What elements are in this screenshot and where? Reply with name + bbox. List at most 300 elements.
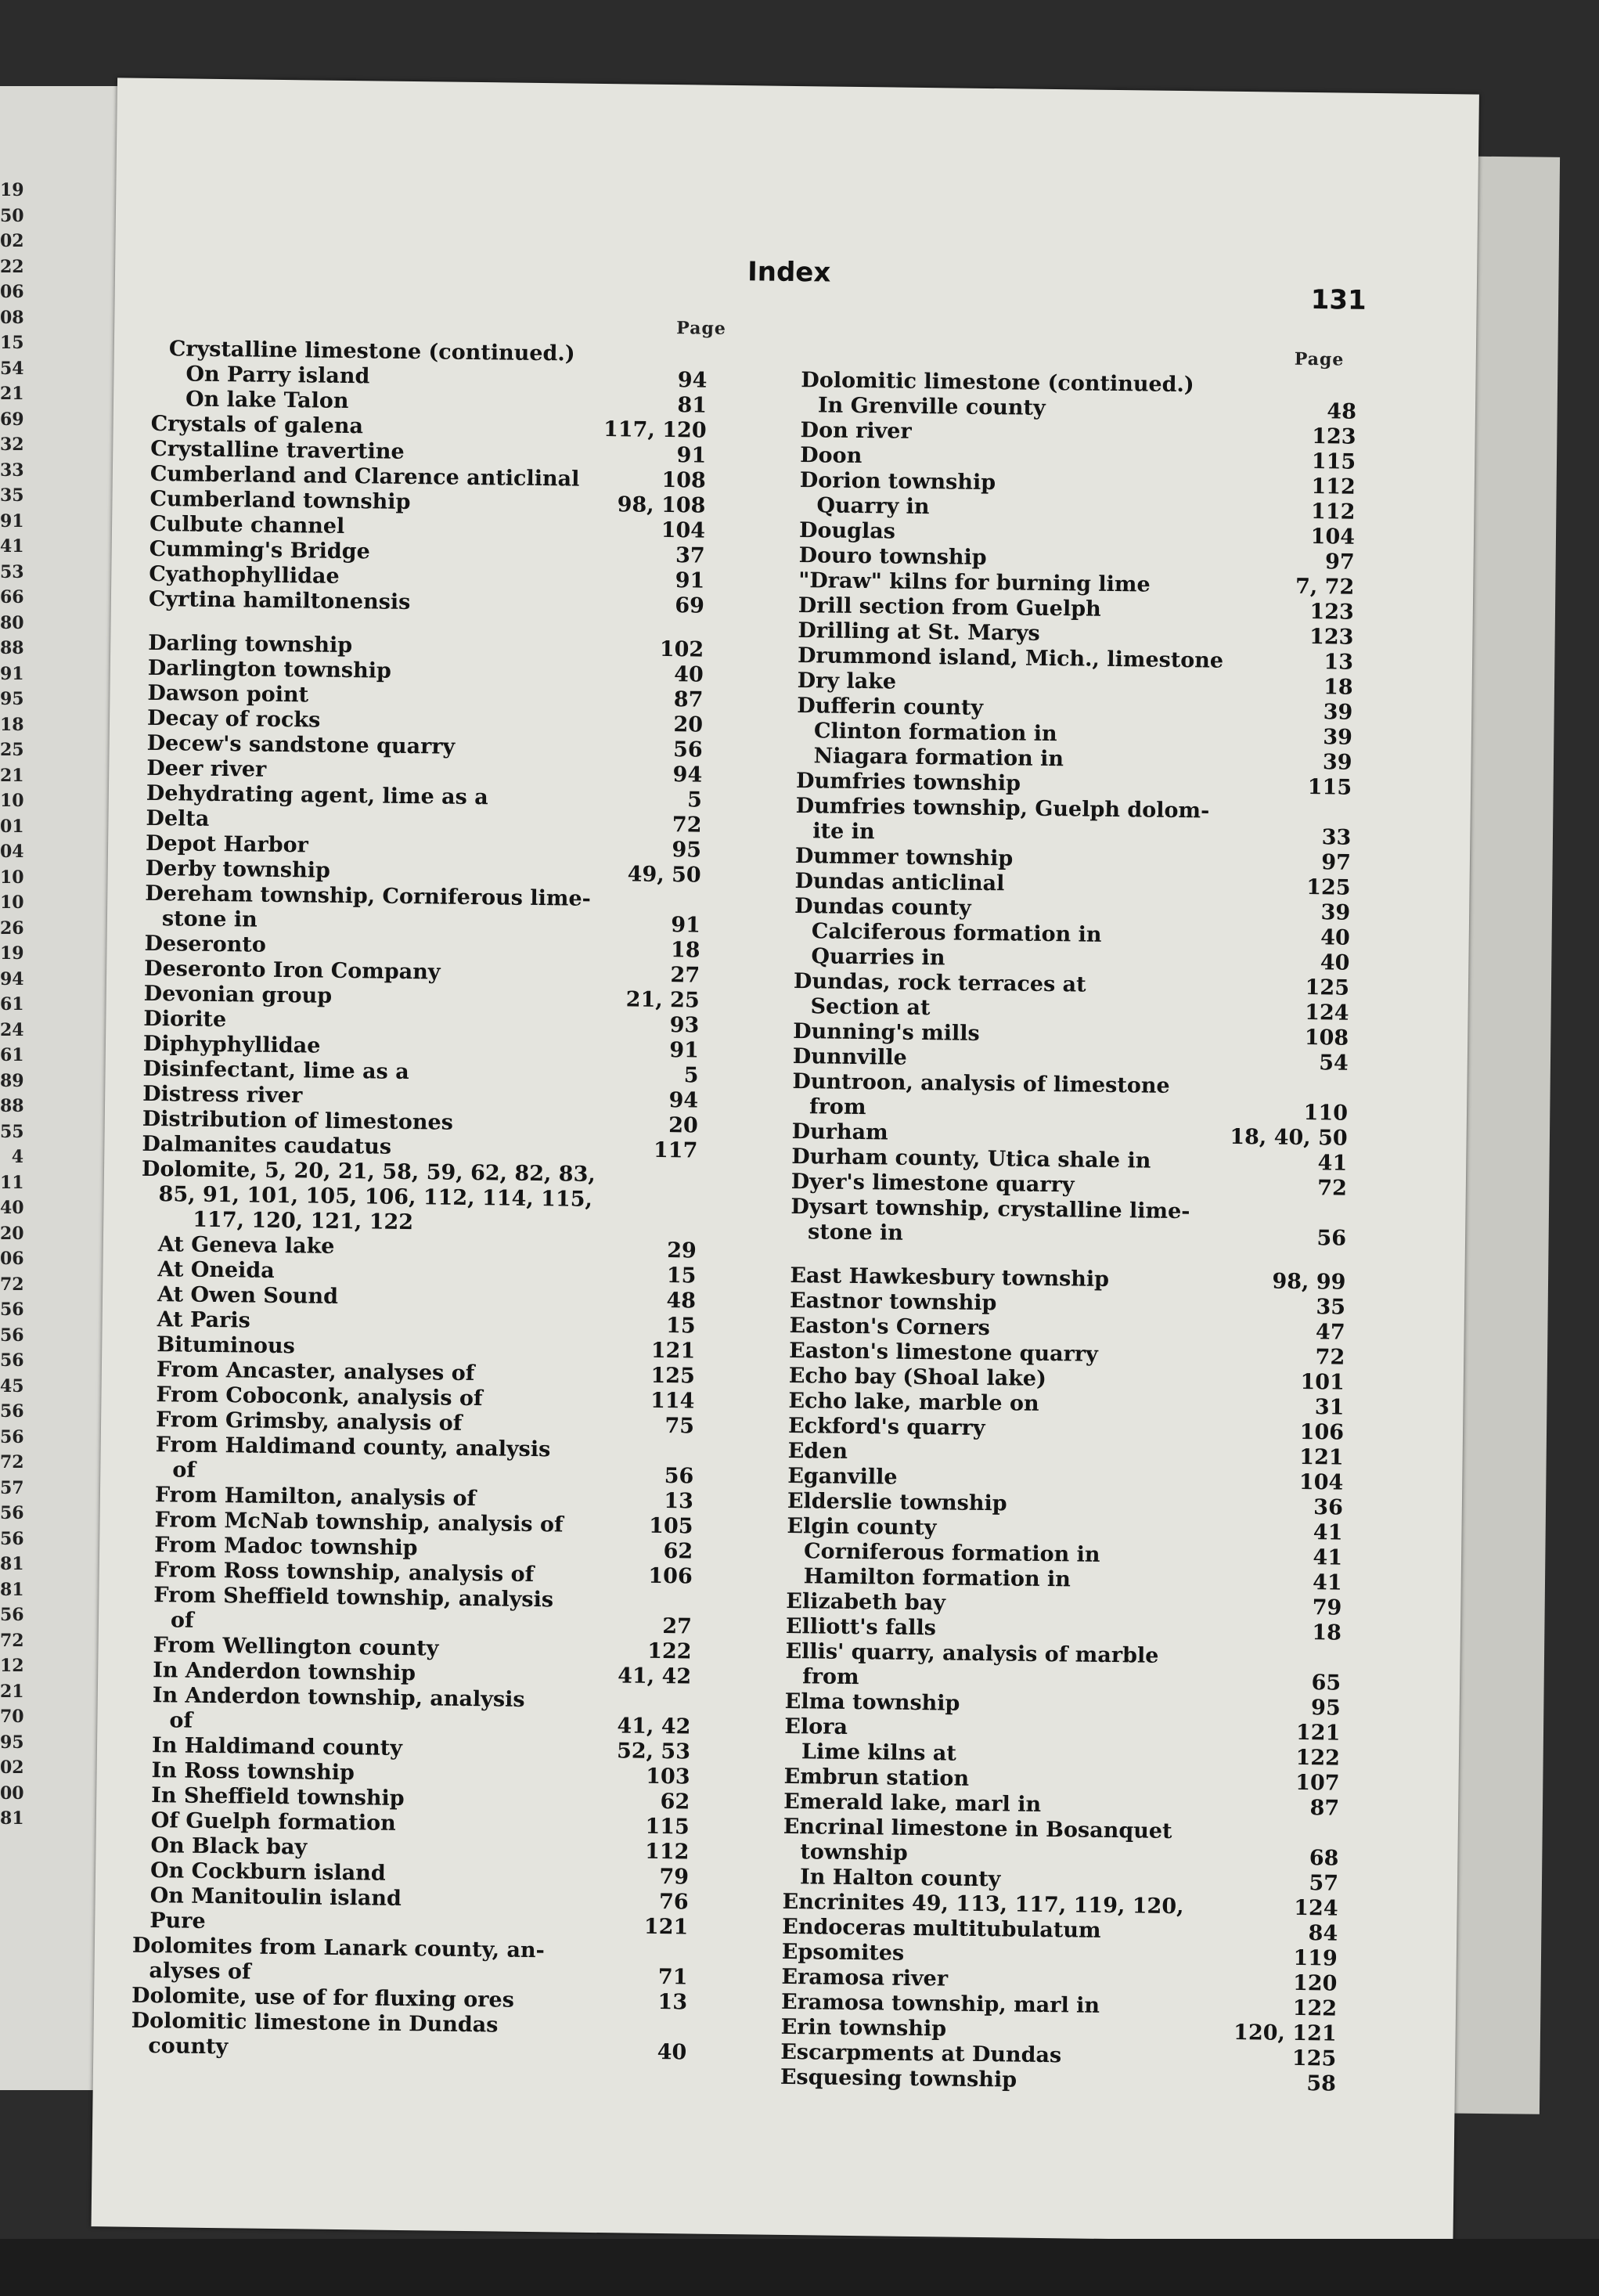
index-entry-pages: 39 (1323, 700, 1353, 725)
index-entry-pages: 125 (1291, 2045, 1337, 2071)
index-entry-pages: 101 (1300, 1369, 1345, 1395)
previous-page-number: 91 (0, 510, 24, 532)
index-entry-text: of (169, 1708, 193, 1733)
previous-page-number: 19 (0, 943, 24, 964)
previous-page-number: 50 (0, 205, 24, 226)
index-entry-text: Encrinal limestone in Bosanquet (783, 1814, 1172, 1844)
index-entry-text: Dry lake (797, 669, 897, 694)
index-entry-text: Eramosa river (781, 1964, 949, 1991)
index-entry-text: Eckford's quarry (787, 1413, 985, 1441)
previous-page-number: 95 (0, 1732, 24, 1753)
index-entry-pages: 49, 50 (627, 862, 701, 888)
index-entry-text: Devonian group (143, 981, 333, 1008)
index-entry-pages: 71 (657, 1964, 688, 1990)
index-entry-pages: 121 (1295, 1720, 1341, 1746)
index-entry-text: From Hamilton, analysis of (154, 1483, 477, 1512)
index-entry-text: of (172, 1458, 196, 1483)
index-entry-text: Culbute channel (149, 511, 345, 539)
index-entry-text: Derby township (145, 856, 331, 883)
previous-page-number: 10 (0, 892, 24, 913)
index-entry-pages: 79 (659, 1865, 690, 1890)
previous-page-number: 81 (0, 1808, 24, 1829)
previous-page-number: 53 (0, 561, 24, 582)
index-entry-text: Dolomite, 5, 20, 21, 58, 59, 62, 82, 83, (141, 1156, 596, 1187)
index-entry-pages: 54 (1319, 1051, 1349, 1076)
index-entry-text: Eganville (787, 1463, 898, 1490)
index-entry-pages: 125 (1305, 975, 1350, 1000)
index-entry-pages: 125 (1305, 875, 1351, 900)
index-entry-pages: 18 (1323, 675, 1353, 700)
index-entry-text: Dolomites from Lanark county, an- (131, 1933, 546, 1963)
index-entry-pages: 125 (650, 1363, 696, 1389)
index-entry-text: Dumfries township, Guelph dolom- (795, 794, 1210, 824)
index-entry-pages: 122 (1292, 1995, 1338, 2021)
previous-page-number: 25 (0, 740, 24, 760)
previous-page-number: 54 (0, 358, 24, 379)
index-entry-text: East Hawkesbury township (790, 1263, 1110, 1292)
index-entry-pages: 105 (648, 1513, 693, 1539)
page-number: 131 (1310, 284, 1367, 316)
index-entry-text: county (148, 2034, 229, 2060)
index-entry-pages: 5 (686, 788, 703, 813)
index-entry-text: At Owen Sound (157, 1282, 339, 1309)
index-entry-pages: 72 (1317, 1176, 1348, 1201)
index-entry-text: From Madoc township (153, 1533, 418, 1561)
previous-page-number: 81 (0, 1554, 24, 1574)
index-entry-pages: 87 (673, 687, 704, 712)
index-entry-text: Of Guelph formation (150, 1808, 396, 1836)
index-entry-text: Dehydrating agent, lime as a (146, 780, 488, 810)
previous-page-number: 06 (0, 282, 24, 302)
previous-page-number: 22 (0, 256, 24, 277)
index-entry-pages: 76 (658, 1890, 689, 1915)
previous-page-number: 41 (0, 536, 24, 557)
index-entry-pages: 29 (667, 1238, 697, 1263)
index-entry-text: Deseronto (144, 931, 267, 957)
index-entry-text: Quarries in (811, 944, 945, 971)
index-entry-pages: 56 (672, 737, 703, 762)
index-entry-text: In Anderdon township, analysis (152, 1683, 525, 1712)
index-entry-pages: 40 (657, 2039, 687, 2065)
index-entry-text: 117, 120, 121, 122 (193, 1207, 414, 1235)
index-entry-pages: 106 (1299, 1419, 1345, 1445)
index-entry-text: Darlington township (147, 655, 392, 683)
index-entry-text: Cyathophyllidae (149, 561, 340, 589)
previous-page-number: 56 (0, 1605, 24, 1625)
index-entry-text: Decay of rocks (146, 705, 321, 733)
previous-page-number: 94 (0, 968, 24, 989)
index-entry-text: On Cockburn island (149, 1858, 386, 1886)
index-entry-text: Corniferous formation in (803, 1539, 1100, 1567)
index-entry-pages: 56 (664, 1464, 694, 1489)
index-entry-text: Cumming's Bridge (149, 536, 371, 564)
index-entry-text: alyses of (149, 1959, 251, 1984)
index-entry-text: Doon (800, 443, 863, 469)
previous-page-number: 12 (0, 1656, 24, 1676)
index-entry-pages: 58 (1306, 2071, 1337, 2096)
previous-page-number: 33 (0, 460, 24, 481)
previous-page-number: 56 (0, 1426, 24, 1447)
index-entry-text: from (801, 1664, 859, 1690)
index-entry-pages: 104 (1298, 1469, 1344, 1495)
index-entry-pages: 102 (659, 636, 704, 662)
index-entry-text: Escarpments at Dundas (780, 2039, 1062, 2068)
previous-page-number: 4 (11, 1147, 23, 1167)
index-entry-pages: 98, 99 (1272, 1269, 1346, 1295)
index-entry-text: Dorion township (799, 468, 996, 496)
index-entry-text: Dufferin county (797, 694, 984, 720)
index-entry-pages: 56 (1316, 1226, 1347, 1251)
index-entry-pages: 121 (1299, 1444, 1344, 1470)
index-entry-text: Encrinites 49, 113, 117, 119, 120, (782, 1889, 1184, 1919)
index-entry-text: Esquesing township (780, 2064, 1017, 2092)
index-entry-pages: 98, 108 (617, 492, 706, 518)
previous-page-number: 01 (0, 816, 24, 837)
index-entry-text: Drummond island, Mich., limestone (797, 643, 1224, 673)
index-entry-text: Durham county, Utica shale in (791, 1144, 1151, 1173)
index-entry-pages: 39 (1320, 900, 1351, 925)
index-entry-text: stone in (807, 1220, 904, 1245)
index-entry-pages: 108 (1304, 1025, 1349, 1051)
index-entry-pages: 94 (672, 762, 703, 788)
index-entry-text: of (170, 1608, 194, 1633)
index-entry-text: Depot Harbor (145, 831, 308, 858)
index-entry-text: Lime kilns at (801, 1739, 956, 1766)
index-entry-text: Echo bay (Shoal lake) (788, 1363, 1047, 1391)
index-entry-text: Drilling at St. Marys (798, 618, 1040, 646)
previous-page-number: 56 (0, 1401, 24, 1422)
previous-page-number: 21 (0, 1681, 24, 1702)
index-entry-text: From Ross township, analysis of (153, 1558, 535, 1588)
index-entry-pages: 62 (660, 1790, 690, 1815)
previous-page-number: 69 (0, 409, 24, 430)
index-entry-pages: 13 (657, 1989, 688, 2015)
index-entry-pages: 13 (1323, 650, 1354, 675)
index-entry-pages: 35 (1316, 1295, 1346, 1320)
previous-page-number: 20 (0, 1223, 24, 1244)
index-entry-pages: 81 (677, 393, 708, 418)
index-entry-text: Embrun station (783, 1764, 970, 1791)
index-entry-text: Eramosa township, marl in (780, 1989, 1100, 2018)
index-entry-pages: 18 (670, 938, 700, 963)
index-entry-pages: 91 (669, 1038, 700, 1063)
index-entry-text: Diorite (143, 1006, 227, 1033)
index-entry-text: Duntroon, analysis of limestone (792, 1069, 1170, 1098)
index-entry-pages: 122 (646, 1638, 692, 1664)
index-entry-text: stone in (161, 907, 257, 932)
index-entry-pages: 120 (1292, 1970, 1338, 1996)
previous-page-number: 91 (0, 663, 24, 684)
right-column-page-label: Page (1294, 348, 1345, 370)
previous-page-number: 08 (0, 307, 24, 328)
previous-page-number: 06 (0, 1249, 24, 1269)
index-entry-pages: 75 (664, 1414, 695, 1439)
index-entry-pages: 41 (1312, 1570, 1342, 1595)
index-entry-text: On Parry island (185, 362, 370, 389)
index-entry-text: Calciferous formation in (811, 919, 1102, 947)
index-entry-text: Elora (784, 1714, 848, 1739)
previous-page-number: 32 (0, 434, 24, 455)
index-entry-text: Elma township (784, 1689, 960, 1716)
index-entry-pages: 15 (666, 1263, 697, 1289)
index-entry-pages: 27 (662, 1614, 693, 1639)
index-entry-text: At Paris (157, 1307, 250, 1333)
index-entry-text: Crystalline limestone (continued.) (168, 337, 575, 366)
previous-page-number: 61 (0, 1045, 24, 1065)
previous-page-number: 04 (0, 842, 24, 862)
index-entry-text: Ellis' quarry, analysis of marble (785, 1638, 1159, 1668)
index-entry-text: From Ancaster, analyses of (156, 1357, 475, 1386)
index-entry-pages: 62 (663, 1539, 693, 1564)
index-entry-text: Dawson point (147, 680, 309, 708)
index-entry-pages: 37 (675, 543, 705, 568)
index-entry-text: In Grenville county (817, 393, 1046, 420)
index-entry-text: Elderslie township (787, 1488, 1007, 1516)
scan-shadow (0, 2239, 1599, 2296)
index-entry-text: Douro township (798, 543, 987, 570)
index-entry-pages: 18 (1312, 1620, 1342, 1645)
index-entry-pages: 115 (645, 1814, 690, 1840)
index-entry-text: Dolomite, use of for fluxing ores (131, 1983, 515, 2013)
index-entry-pages: 41 (1317, 1151, 1348, 1176)
index-entry-text: In Sheffield township (151, 1783, 405, 1811)
index-entry-pages: 52, 53 (616, 1739, 691, 1764)
index-entry-text: Section at (810, 994, 931, 1021)
index-entry-text: Endoceras multitubulatum (782, 1914, 1101, 1943)
index-entry-pages: 110 (1303, 1100, 1349, 1126)
previous-page-number: 15 (0, 333, 24, 353)
index-entry-pages: 41 (1313, 1545, 1343, 1570)
index-entry-text: Dundas county (794, 894, 971, 921)
index-entry-pages: 91 (671, 913, 701, 938)
index-entry-text: Dyer's limestone quarry (790, 1169, 1075, 1198)
index-entry-text: From Grimsby, analysis of (155, 1408, 463, 1436)
index-entry-text: Easton's limestone quarry (789, 1338, 1098, 1367)
index-entry-text: Dundas anticlinal (794, 869, 1005, 896)
previous-page-number: 56 (0, 1528, 24, 1549)
index-entry-pages: 95 (672, 838, 702, 863)
index-entry-text: township (800, 1840, 908, 1865)
index-entry-pages: 79 (1312, 1595, 1342, 1620)
previous-page-number: 89 (0, 1070, 24, 1091)
index-entry-pages: 106 (648, 1563, 693, 1589)
index-entry-pages: 121 (650, 1338, 696, 1364)
index-entry-pages: 123 (1309, 625, 1354, 650)
index-entry-text: Erin township (780, 2014, 947, 2042)
index-entry-pages: 13 (664, 1489, 694, 1514)
index-entry-pages: 104 (1310, 524, 1356, 550)
previous-page-number: 18 (0, 714, 24, 735)
index-entry-text: Diphyphyllidae (142, 1031, 321, 1058)
index-column-left (131, 337, 708, 2066)
index-entry-pages: 114 (650, 1388, 695, 1414)
previous-page-number: 11 (0, 1172, 24, 1193)
index-entry-text: Cumberland and Clarence anticlinal (149, 461, 580, 492)
index-entry-pages: 91 (675, 568, 705, 593)
previous-page-number: 19 (0, 180, 24, 200)
index-entry-text: "Draw" kilns for burning lime (798, 568, 1151, 597)
index-entry-pages: 95 (1310, 1696, 1341, 1721)
index-entry-pages: 39 (1322, 750, 1352, 775)
index-entry-pages: 93 (669, 1013, 700, 1038)
index-entry-text: Deer river (146, 755, 267, 782)
previous-page-number: 70 (0, 1707, 24, 1727)
previous-page-number: 72 (0, 1452, 24, 1472)
index-entry-pages: 5 (683, 1063, 699, 1088)
index-entry-pages: 47 (1315, 1320, 1345, 1345)
previous-page-number: 24 (0, 1019, 24, 1040)
index-entry-pages: 97 (1321, 850, 1352, 875)
index-entry-pages: 115 (1311, 449, 1356, 474)
index-entry-pages: 65 (1311, 1671, 1342, 1696)
index-entry-pages: 123 (1309, 600, 1355, 625)
index-entry-text: Darling township (148, 630, 353, 658)
index-entry-pages: 119 (1293, 1945, 1338, 1971)
index-entry-text: Crystals of galena (150, 411, 364, 439)
index-entry-pages: 97 (1324, 550, 1355, 575)
index-entry-pages: 103 (646, 1764, 690, 1790)
index-entry-text: Decew's sandstone quarry (146, 730, 456, 759)
index-entry-pages: 48 (1327, 399, 1357, 424)
index-entry-pages: 120, 121 (1233, 2020, 1337, 2046)
index-entry-pages: 41 (1313, 1520, 1343, 1545)
index-entry-pages: 41, 42 (617, 1714, 691, 1739)
previous-page-number: 10 (0, 791, 24, 811)
index-entry-pages: 87 (1309, 1796, 1340, 1821)
index-entry-text: Crystalline travertine (150, 436, 405, 464)
previous-page-number: 56 (0, 1325, 24, 1346)
index-entry-pages: 112 (644, 1839, 690, 1865)
index-entry-pages: 40 (1320, 950, 1350, 975)
previous-page-number: 35 (0, 485, 24, 506)
index-entry-text: Dundas, rock terraces at (793, 969, 1086, 997)
index-entry-pages: 124 (1305, 1000, 1349, 1025)
index-entry-pages: 112 (1311, 474, 1356, 499)
index-entry-text: Distribution of limestones (142, 1106, 454, 1135)
previous-page-number: 02 (0, 1757, 24, 1778)
previous-page-number: 10 (0, 867, 24, 888)
index-entry-pages: 40 (1320, 925, 1350, 950)
index-entry-text: Cumberland township (149, 486, 411, 514)
index-entry-text: Drill section from Guelph (798, 593, 1101, 622)
previous-page-number: 57 (0, 1477, 24, 1498)
index-entry-pages: 124 (1294, 1895, 1338, 1921)
index-entry-pages: 108 (661, 467, 707, 493)
index-entry-pages: 121 (643, 1914, 689, 1940)
index-entry-text: Quarry in (816, 493, 930, 520)
index-entry-pages: 40 (674, 662, 704, 687)
previous-page-number: 80 (0, 612, 24, 633)
previous-page-number: 02 (0, 231, 24, 251)
index-entry-text: Bituminous (157, 1332, 295, 1359)
index-entry-text: Dolomitic limestone (continued.) (801, 368, 1194, 398)
index-entry-text: Elgin county (787, 1513, 937, 1541)
index-entry-pages: 15 (665, 1314, 696, 1339)
index-entry-text: Niagara formation in (813, 744, 1064, 772)
index-entry-text: On Manitoulin island (149, 1883, 402, 1911)
previous-page-number: 56 (0, 1503, 24, 1523)
index-entry-pages: 57 (1309, 1871, 1339, 1896)
previous-page-number: 00 (0, 1782, 24, 1804)
index-entry-text: Dunning's mills (793, 1019, 980, 1046)
index-entry-text: Epsomites (781, 1939, 905, 1966)
previous-page-number: 21 (0, 384, 24, 404)
page-title: Index (747, 256, 831, 289)
index-entry-text: Dunnville (792, 1044, 907, 1070)
index-entry-text: Dysart township, crystalline lime- (790, 1194, 1190, 1224)
index-entry-pages: 72 (1315, 1345, 1345, 1370)
index-entry-pages: 84 (1308, 1921, 1338, 1946)
index-entry-pages: 27 (670, 963, 700, 988)
previous-page-number: 26 (0, 917, 24, 939)
previous-page-number: 66 (0, 587, 24, 607)
index-entry-text: At Oneida (157, 1257, 275, 1283)
index-entry-pages: 122 (1295, 1745, 1341, 1771)
index-entry-text: Dummer township (794, 844, 1014, 871)
index-entry-pages: 104 (661, 517, 706, 543)
index-entry-text: On Black bay (150, 1833, 308, 1860)
index-entry-pages: 20 (673, 712, 704, 737)
index-entry-pages: 18, 40, 50 (1230, 1124, 1348, 1151)
index-entry-text: Distress river (142, 1081, 303, 1108)
index-entry-text: From McNab township, analysis of (154, 1508, 564, 1537)
index-entry-text: Eastnor township (789, 1288, 997, 1316)
index-entry-text: Echo lake, marble on (788, 1388, 1039, 1416)
index-entry-text: From Coboconk, analysis of (156, 1382, 483, 1411)
left-column-page-label: Page (676, 318, 726, 339)
index-entry-text: Cyrtina hamiltonensis (148, 586, 411, 615)
index-entry-text: At Geneva lake (157, 1232, 335, 1259)
index-entry-pages: 69 (675, 593, 705, 618)
index-entry-pages: 21, 25 (625, 987, 700, 1013)
index-entry-text: Emerald lake, marl in (783, 1789, 1042, 1817)
index-entry-text: Dalmanites caudatus (142, 1131, 392, 1159)
previous-page-number: 56 (0, 1350, 24, 1371)
index-entry-text: Hamilton formation in (803, 1564, 1071, 1592)
index-entry-text: From Wellington county (153, 1633, 439, 1661)
index-entry-pages: 68 (1309, 1846, 1339, 1871)
index-entry-pages: 41, 42 (618, 1663, 692, 1689)
index-entry-text: From Sheffield township, analysis (153, 1583, 554, 1613)
index-entry-text: ite in (812, 819, 875, 845)
index-entry-text: Disinfectant, lime as a (142, 1056, 409, 1085)
index-entry-pages: 94 (668, 1088, 699, 1113)
index-entry-text: Easton's Corners (789, 1313, 991, 1341)
index-entry-text: Eden (787, 1438, 848, 1464)
previous-page-number: 72 (0, 1274, 24, 1295)
previous-page-number: 72 (0, 1630, 24, 1651)
index-entry-text: Delta (146, 806, 210, 831)
index-entry-pages: 48 (666, 1289, 697, 1314)
index-entry-text: Elizabeth bay (786, 1588, 946, 1616)
index-entry-text: In Anderdon township (153, 1658, 416, 1686)
index-entry-text: Clinton formation in (813, 719, 1057, 747)
previous-page-number: 55 (0, 1121, 24, 1142)
index-entry-text: In Halton county (799, 1865, 1001, 1892)
index-entry-pages: 94 (677, 368, 708, 393)
index-entry-pages: 115 (1307, 775, 1352, 800)
index-entry-pages: 36 (1313, 1495, 1344, 1520)
index-entry-text: from (809, 1094, 866, 1120)
previous-page-number: 45 (0, 1375, 24, 1397)
previous-page-number: 88 (0, 1096, 24, 1116)
index-entry-pages: 112 (1310, 499, 1356, 524)
index-entry-pages: 117, 120 (603, 416, 707, 443)
previous-page-number: 95 (0, 689, 24, 709)
index-entry-pages: 33 (1321, 825, 1352, 850)
index-entry-pages: 91 (676, 443, 707, 468)
index-entry-text: Douglas (798, 518, 896, 544)
